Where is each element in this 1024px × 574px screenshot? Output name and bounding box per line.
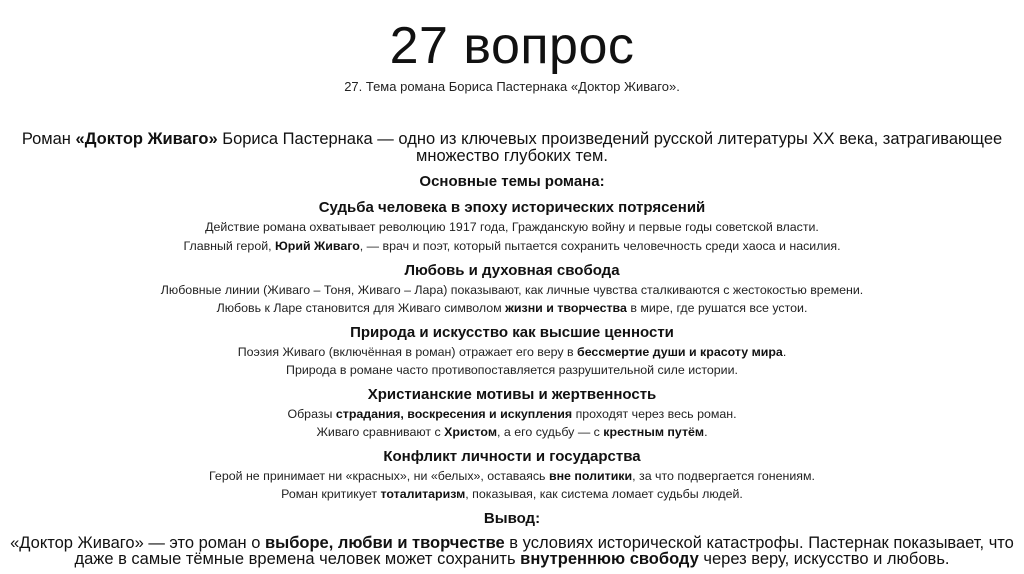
theme-text [0,344,1024,360]
emphasis-text: Юрий Живаго [275,239,360,253]
text-run: даже в самые тёмные времена человек может сохранить [74,550,521,568]
emphasis-text: страдания, воскресения и искупления [335,407,573,421]
theme-text [0,300,1024,316]
conclusion-line-2 [0,551,1024,568]
emphasis-text: внутреннюю свободу [520,550,699,568]
intro-line-1 [0,131,1024,148]
text-run: Роман [21,130,76,148]
slide-subtitle: 27. Тема романа Бориса Пастернака «Доктор Живаго». [344,79,680,94]
text-run: проходят через весь роман. [572,407,737,421]
emphasis-text: «Доктор Живаго» [75,130,218,148]
theme-heading: Христианские мотивы и жертвенность [367,386,657,403]
text-run: через веру, искусство и любовь. [698,550,950,568]
text-run: Роман критикует [281,487,381,501]
text-run: , — врач и поэт, который пытается сохранить человечность среди хаоса и насилия. [359,239,841,253]
text-run: Любовь к Ларе становится для Живаго символом [216,301,506,315]
emphasis-text: крестным путём [603,425,705,439]
theme-text [0,238,1024,254]
slide-title: 27 вопрос [389,17,635,75]
intro-line-2 [0,148,1024,165]
theme-text [0,424,1024,440]
text-run: «Доктор Живаго» — это роман о [10,534,265,552]
text-run: Главный герой, [183,239,276,253]
text-run: , за что подвергается гонениям. [632,469,815,483]
emphasis-text: вне политики [548,469,633,483]
text-run: Любовные линии (Живаго – Тоня, Живаго – Лара) показывают, как личные чувства сталкиваются с жестокостью времени. [160,283,864,297]
theme-heading: Природа и искусство как высшие ценности [350,324,674,341]
text-run: Поэзия Живаго (включённая в роман) отражает его веру в [237,345,578,359]
text-run: множество глубоких тем. [416,147,608,165]
theme-heading: Любовь и духовная свобода [404,262,620,279]
emphasis-text: бессмертие души и красоту мира [577,345,783,359]
themes-heading: Основные темы романа: [419,173,605,190]
emphasis-text: Христом [444,425,497,439]
conclusion-heading: Вывод: [483,510,541,527]
text-run: Действие романа охватывает революцию 1917 года, Гражданскую войну и первые годы советской власти. [205,220,819,234]
emphasis-text: тоталитаризм [380,487,466,501]
text-run: Бориса Пастернака — одно из ключевых произведений русской литературы XX века, затрагивающее [217,130,1003,148]
text-run: . [704,425,708,439]
theme-text [0,486,1024,502]
text-run: в мире, где рушатся все устои. [626,301,808,315]
emphasis-text: выборе, любви и творчестве [264,534,505,552]
theme-heading: Судьба человека в эпоху исторических потрясений [318,199,706,216]
text-run: Природа в романе часто противопоставляется разрушительной силе истории. [286,363,738,377]
theme-text [0,406,1024,422]
emphasis-text: жизни и творчества [505,301,627,315]
theme-text [0,362,1024,378]
theme-heading: Конфликт личности и государства [383,448,641,465]
text-run: , а его судьбу — с [497,425,604,439]
text-run: Образы [287,407,336,421]
text-run: в условиях исторической катастрофы. Пастернак показывает, что [504,534,1014,552]
text-run: , показывая, как система ломает судьбы людей. [465,487,743,501]
text-run: . [782,345,787,359]
text-run: Живаго сравнивают с [316,425,445,439]
text-run: Герой не принимает ни «красных», ни «белых», оставаясь [209,469,549,483]
theme-text [0,468,1024,484]
theme-text [0,282,1024,298]
theme-text [0,219,1024,235]
